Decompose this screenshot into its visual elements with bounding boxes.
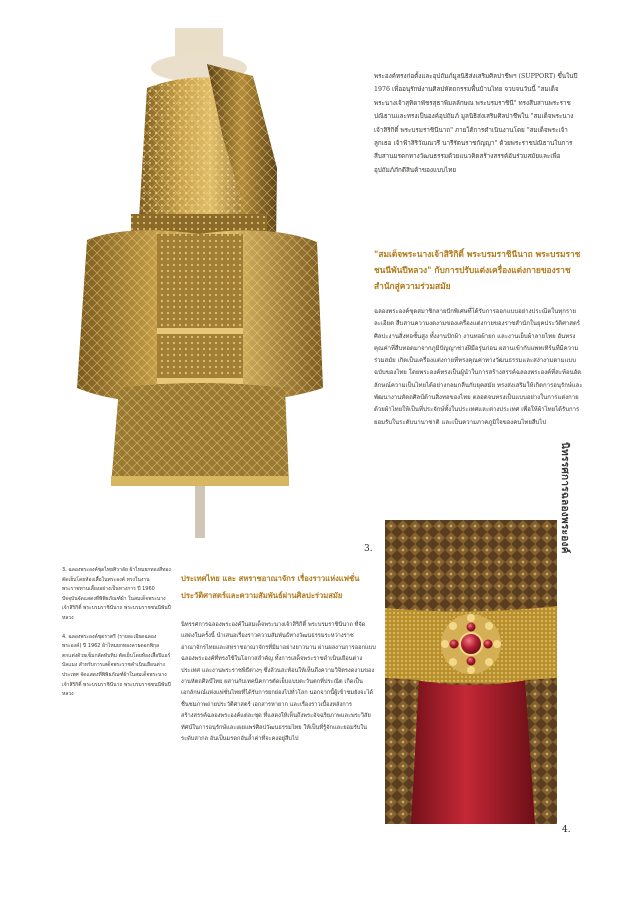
brooch-photograph [385,520,557,824]
intro-paragraph: พระองค์ทรงก่อตั้งและอุปถัมภ์มูลนิธิส่งเสริมศิลปาชีพฯ (SUPPORT) ขึ้นในปี 1976 เพื่ออนุรักษ์งานศิลปหัตถกรรมพื้นบ้านไทย จวบจนวันนี้ "สมเด็จพระนางเจ้าสุทิดาพัชรสุธาพิมลลักษณ พระบรมราชินี" ทรงสืบสานพระราชปณิธานและทรงเป็นองค์อุปถัมภ์ มูลนิธิส่งเสริมศิลปาชีพใน "สมเด็จพระนางเจ้าสิริกิติ์ พระบรมราชินีนาถ" ภายใต้การดำเนินงานโดย "สมเด็จพระเจ้าลูกเธอ เจ้าฟ้าสิริวัณณวรี นารีรัตนราชกัญญา" ด้วยพระราชปณิธานในการสืบสานมรดกทางวัฒนธรรมด้วยแนวคิดสร้างสรรค์อันร่วมสมัยและเพื่ออุปถัมภ์ภักดีสินค้าของแบบไทย [374,73,578,174]
figure-number-4: 4. [562,825,571,835]
caption-4: 4. ฉลองพระองค์ชุดราตรี (รายละเอียดฉลองพระองค์) ปี 1962 ผ้าไหมยกทองลายดอกพิกุล ตกแต่งด้วยเข็มกลัดทับทิม ตัดเย็บโดยห้องเสื้อปิแอร์ บัลแมง สำหรับการเสด็จพระราชดำเนินเยือนต่างประเทศ จัดแสดงที่พิพิธภัณฑ์ผ้าในสมเด็จพระนางเจ้าสิริกิติ์ พระบรมราชินีนาถ พระบรมราชชนนีพันปีหลวง [62,633,171,698]
vertical-section-title: นิทรรศการฉลองพระองค์ [559,442,570,554]
section-heading-exhibition: ประเทศไทย และ สหราชอาณาจักร เรื่องราวแห่งแฟชั่น ประวัติศาสตร์และความสัมพันธ์ผ่านศิลปะร่วมสมัย [181,574,360,600]
dress-photograph [27,28,359,538]
figure-number-3: 3. [364,544,373,554]
caption-3: 3. ฉลองพระองค์ชุดไทยศิวาลัย ผ้าไหมยกทองสีทอง ตัดเย็บโดยห้องเสื้อในพระองค์ ทรงในงานพระราชทานเลี้ยงอย่างเป็นทางการ ปี 1960 ปัจจุบันจัดแสดงที่พิพิธภัณฑ์ผ้า ในสมเด็จพระนางเจ้าสิริกิติ์ พระบรมราชินีนาถ พระบรมราชชนนีพันปีหลวง [62,567,171,621]
sirikit-paragraph: ฉลองพระองค์ชุดสมาชิกลายปักพิเศษที่ได้รับการออกแบบอย่างประณีตในทุกรายละเอียด สืบสานความงดงามของเครื่องแต่งกายของราชสำนักในยุคประวัติศาสตร์ ศิลปะงานสิ่งทอชั้นสูง ทั้งงานปักผ้า งานทอผ้ายก และงานเย็บผ้าลายไทย อันทรงคุณค่าที่สืบทอดมาจากภูมิปัญญาช่างฝีมือรุ่นก่อน ผสานเข้ากับแพทเทิร์นที่มีความร่วมสมัย เกิดเป็นเครื่องแต่งกายที่ทรงคุณค่าทางวัฒนธรรมและสง่างามตามแบบฉบับของไทย โดยพระองค์ทรงเป็นผู้นำในการสร้างสรรค์ฉลองพระองค์ที่สะท้อนอัตลักษณ์ความเป็นไทยได้อย่างกลมกลืนกับยุคสมัย ทรงส่งเสริมให้เกิดการอนุรักษ์และพัฒนางานหัตถศิลป์ด้านสิ่งทอของไทย ตลอดจนทรงเป็นแบบอย่างในการแต่งกายด้วยผ้าไทยให้เป็นที่ประจักษ์ทั้งในประเทศและต่างประเทศ เพื่อให้ผ้าไทยได้รับการยอมรับในระดับนานาชาติ และเป็นความภาคภูมิใจของคนไทยสืบไป [374,308,583,426]
section-heading-sirikit: "สมเด็จพระนางเจ้าสิริกิติ์ พระบรมราชินีนาถ พระบรมราชชนนีพันปีหลวง" กับการปรับแต่งเครื่องแต่งกายของราชสำนักสู่ความร่วมสมัย [374,249,581,291]
mannequin-stand [195,486,205,538]
photo-captions [62,566,172,709]
ruby-brooch [441,614,501,674]
exhibition-paragraph: นิทรรศการฉลองพระองค์ในสมเด็จพระนางเจ้าสิริกิติ์ พระบรมราชินีนาถ ที่จัดแสดงในครั้งนี้ นำเสนอเรื่องราวความสัมพันธ์ทางวัฒนธรรมระหว่างราชอาณาจักรไทยและสหราชอาณาจักรที่มีมาอย่างยาวนาน ผ่านผลงานการออกแบบฉลองพระองค์ที่ทรงใช้ในโอกาสสำคัญ ทั้งการเสด็จพระราชดำเนินเยือนต่างประเทศ และงานพระราชพิธีต่างๆ ซึ่งล้วนสะท้อนให้เห็นถึงความวิจิตรงดงามของงานหัตถศิลป์ไทย ผสานกับเทคนิคการตัดเย็บแบบตะวันตกที่ประณีต เกิดเป็นเอกลักษณ์แห่งแฟชั่นไทยที่ได้รับการยกย่องไปทั่วโลก นอกจากนี้ผู้เข้าชมยังจะได้ชื่นชมภาพถ่ายประวัติศาสตร์ เอกสารหายาก และเรื่องราวเบื้องหลังการสร้างสรรค์ฉลองพระองค์แต่ละชุด ที่แสดงให้เห็นถึงพระอัจฉริยภาพและพระวิสัยทัศน์ในการอนุรักษ์และเผยแพร่ศิลปวัฒนธรรมไทย ให้เป็นที่รู้จักและยอมรับในระดับสากล อันเป็นมรดกอันล้ำค่าที่จะคงอยู่สืบไป [181,622,376,743]
